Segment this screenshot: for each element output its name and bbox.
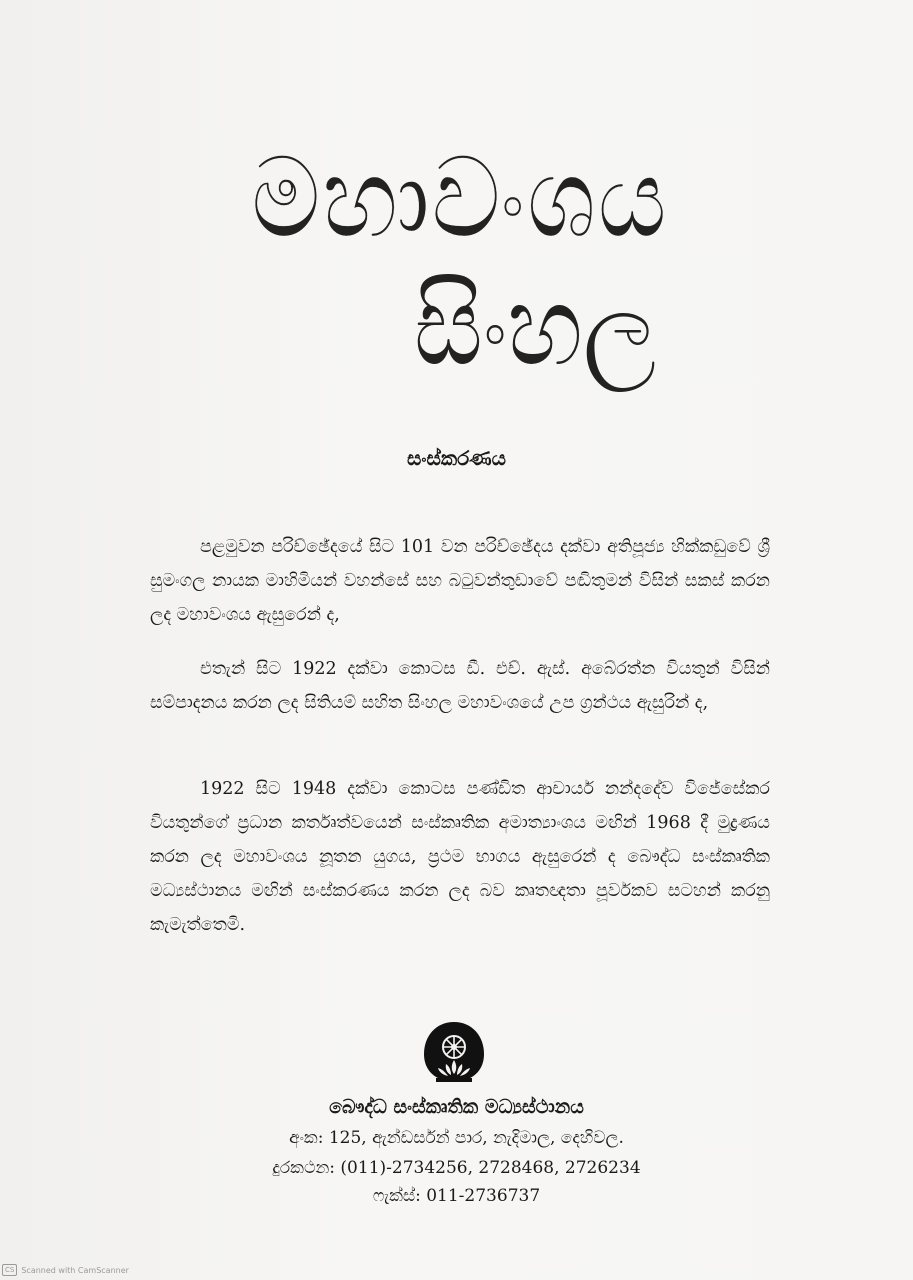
- scanner-watermark: [2, 1264, 129, 1276]
- publisher-name: බෞද්ධ සංස්කෘතික මධ්‍යස්ථානය: [329, 1096, 584, 1118]
- title-line-mahavamsaya: මහාවංශය: [251, 133, 669, 263]
- book-title: [180, 133, 740, 391]
- camscanner-badge: CS: [2, 1264, 17, 1276]
- title-line-sinhala: සිංහල: [413, 261, 657, 391]
- publisher-phone: දුරකථන: (011)-2734256, 2728468, 2726234: [272, 1158, 641, 1178]
- publisher-fax: ෆැක්ස්: 011-2736737: [372, 1186, 541, 1206]
- acknowledgement-paragraph-2: එතැන් සිට 1922 දක්වා කොටස ඩී. එච්. ඇස්. අබේරත්න වියතුන් විසින් සම්පාදනය කරන ලද සිතියම් සහිත සිංහල මහාවංශයේ උප ග්‍රන්ථය ඇසුරින් ද,: [150, 659, 770, 713]
- edition-heading: සංස්කරණය: [407, 446, 506, 470]
- acknowledgement-paragraph-3: 1922 සිට 1948 දක්වා කොටස පණ්ඩිත ආචාර්ය නන්දදේව විජේසේකර වියතුන්ගේ ප්‍රධාන කර්තෘත්වයෙන් සංස්කෘතික අමාත්‍යාංශය මඟින් 1968 දී මුද්‍රණය කරන ලද මහාවංශය නූතන යුගය, ප්‍රථම භාගය ඇසුරෙන් ද බෞද්ධ සංස්කෘතික මධ්‍යස්ථානය මඟින් සංස්කරණය කරන ලද බව කෘතඥතා පූර්වකව සටහන් කරනු කැමැත්තෙමි.: [150, 779, 770, 935]
- acknowledgement-paragraph-1: පළමුවන පරිච්ඡේදයේ සිට 101 වන පරිච්ඡේදය දක්වා අතිපූජ්‍ය හික්කඩුවේ ශ්‍රී සුමංගල නායක මාහිමියන් වහන්සේ සහ බටුවන්තුඩාවේ පඬිතුමන් විසින් සකස් කරන ලද මහාවංශය ඇසුරෙන් ද,: [150, 537, 770, 625]
- publisher-address: අංක: 125, ඇන්ඩර්සන් පාර, නැදිමාල, දෙහිවල.: [289, 1128, 624, 1148]
- dharma-wheel-lotus-icon: [420, 1020, 488, 1088]
- camscanner-text: Scanned with CamScanner: [21, 1265, 129, 1275]
